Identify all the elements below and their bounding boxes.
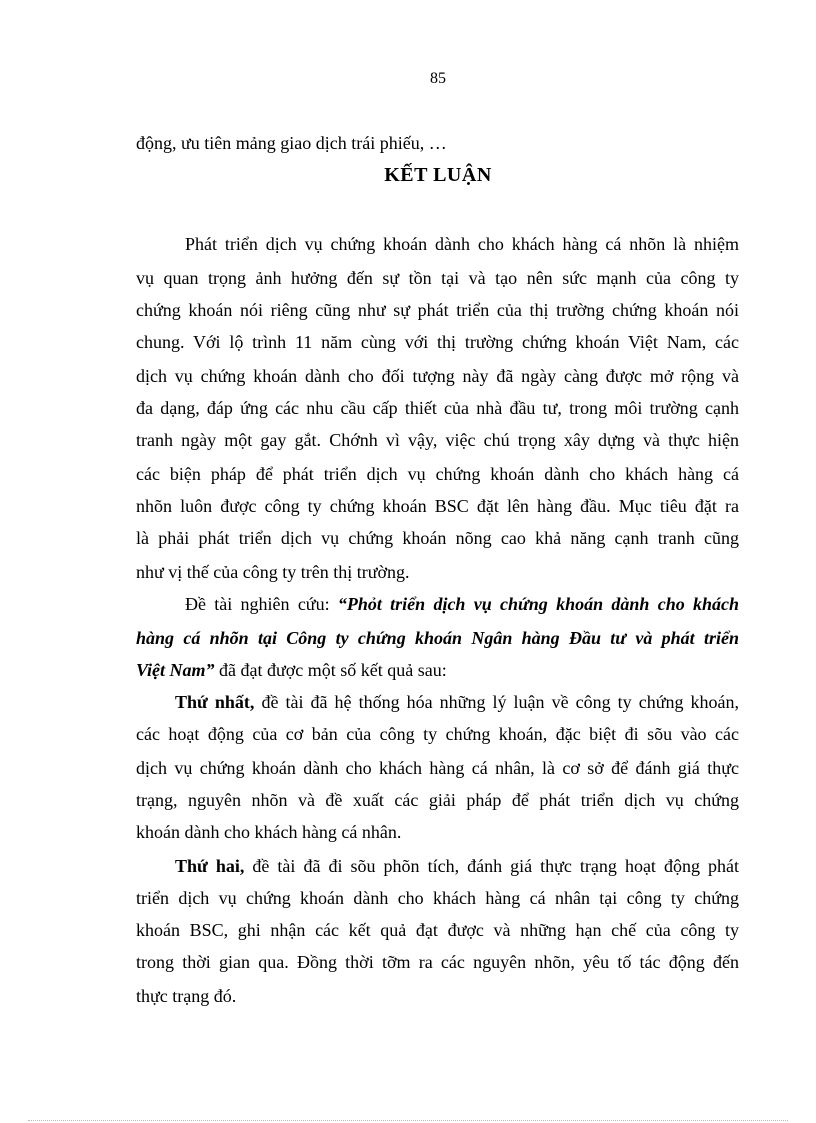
text-line: chứng khoán nói riêng cũng như sự phát triển của thị trường chứng khoán nói bbox=[136, 300, 739, 320]
text-line: khoán dành cho khách hàng cá nhân. bbox=[136, 822, 402, 842]
text-line: các biện pháp để phát triển dịch vụ chứng khoán dành cho khách hàng cá bbox=[136, 464, 739, 484]
text-line: khoán BSC, ghi nhận các kết quả đạt được và những hạn chế của công ty bbox=[136, 920, 739, 940]
bold-lead: Thứ nhất, bbox=[175, 692, 255, 712]
text-line bbox=[136, 658, 447, 682]
text-line: chung. Với lộ trình 11 năm cùng với thị trường chứng khoán Việt Nam, các bbox=[136, 332, 739, 352]
text-run: đề tài đã hệ thống hóa những lý luận về công ty chứng khoán, bbox=[254, 692, 739, 712]
text-line: dịch vụ chứng khoán dành cho khách hàng cá nhân, là cơ sở để đánh giá thực bbox=[136, 758, 739, 778]
text-line bbox=[175, 854, 739, 878]
text-line: thực trạng đó. bbox=[136, 986, 237, 1006]
text-line: trạng, nguyên nhõn và đề xuất các giải pháp để phát triển dịch vụ chứng bbox=[136, 790, 739, 810]
text-line: như vị thế của công ty trên thị trường. bbox=[136, 562, 410, 582]
text-line: đa dạng, đáp ứng các nhu cầu cấp thiết của nhà đầu tư, trong môi trường cạnh bbox=[136, 398, 739, 418]
text-line bbox=[185, 592, 739, 616]
text-line bbox=[175, 690, 739, 714]
text-run: đã đạt được một số kết quả sau: bbox=[214, 660, 447, 680]
text-line: trong thời gian qua. Đồng thời tỡm ra các nguyên nhõn, yêu tố tác động đến bbox=[136, 952, 739, 972]
text-line: các hoạt động của cơ bản của công ty chứng khoán, đặc biệt đi sõu vào các bbox=[136, 724, 739, 744]
section-title: KẾT LUẬN bbox=[384, 164, 492, 186]
text-line: triển dịch vụ chứng khoán dành cho khách hàng cá nhân tại công ty chứng bbox=[136, 888, 739, 908]
text-line: tranh ngày một gay gắt. Chớnh vì vậy, việc chú trọng xây dựng và thực hiện bbox=[136, 430, 739, 450]
research-title-part: “Phỏt triển dịch vụ chứng khoán dành cho khách bbox=[337, 594, 739, 614]
page-number: 85 bbox=[430, 70, 446, 87]
text-run: Đề tài nghiên cứu: bbox=[185, 594, 338, 614]
research-title-part: hàng cá nhõn tại Công ty chứng khoán Ngân hàng Đầu tư và phát triển bbox=[136, 628, 739, 648]
text-run: đề tài đã đi sõu phõn tích, đánh giá thực trạng hoạt động phát bbox=[244, 856, 739, 876]
page-bottom-rule bbox=[28, 1120, 788, 1121]
text-line: động, ưu tiên mảng giao dịch trái phiếu, … bbox=[136, 133, 447, 153]
text-line: vụ quan trọng ảnh hưởng đến sự tồn tại và tạo nên sức mạnh của công ty bbox=[136, 268, 739, 288]
text-line: dịch vụ chứng khoán dành cho đối tượng này đã ngày càng được mở rộng và bbox=[136, 366, 739, 386]
research-title-part: Việt Nam” bbox=[136, 660, 215, 680]
text-line: là phải phát triển dịch vụ chứng khoán nõng cao khả năng cạnh tranh cũng bbox=[136, 528, 739, 548]
text-line: nhõn luôn được công ty chứng khoán BSC đặt lên hàng đầu. Mục tiêu đặt ra bbox=[136, 496, 739, 516]
text-line: Phát triển dịch vụ chứng khoán dành cho khách hàng cá nhõn là nhiệm bbox=[185, 234, 739, 254]
bold-lead: Thứ hai, bbox=[175, 856, 245, 876]
